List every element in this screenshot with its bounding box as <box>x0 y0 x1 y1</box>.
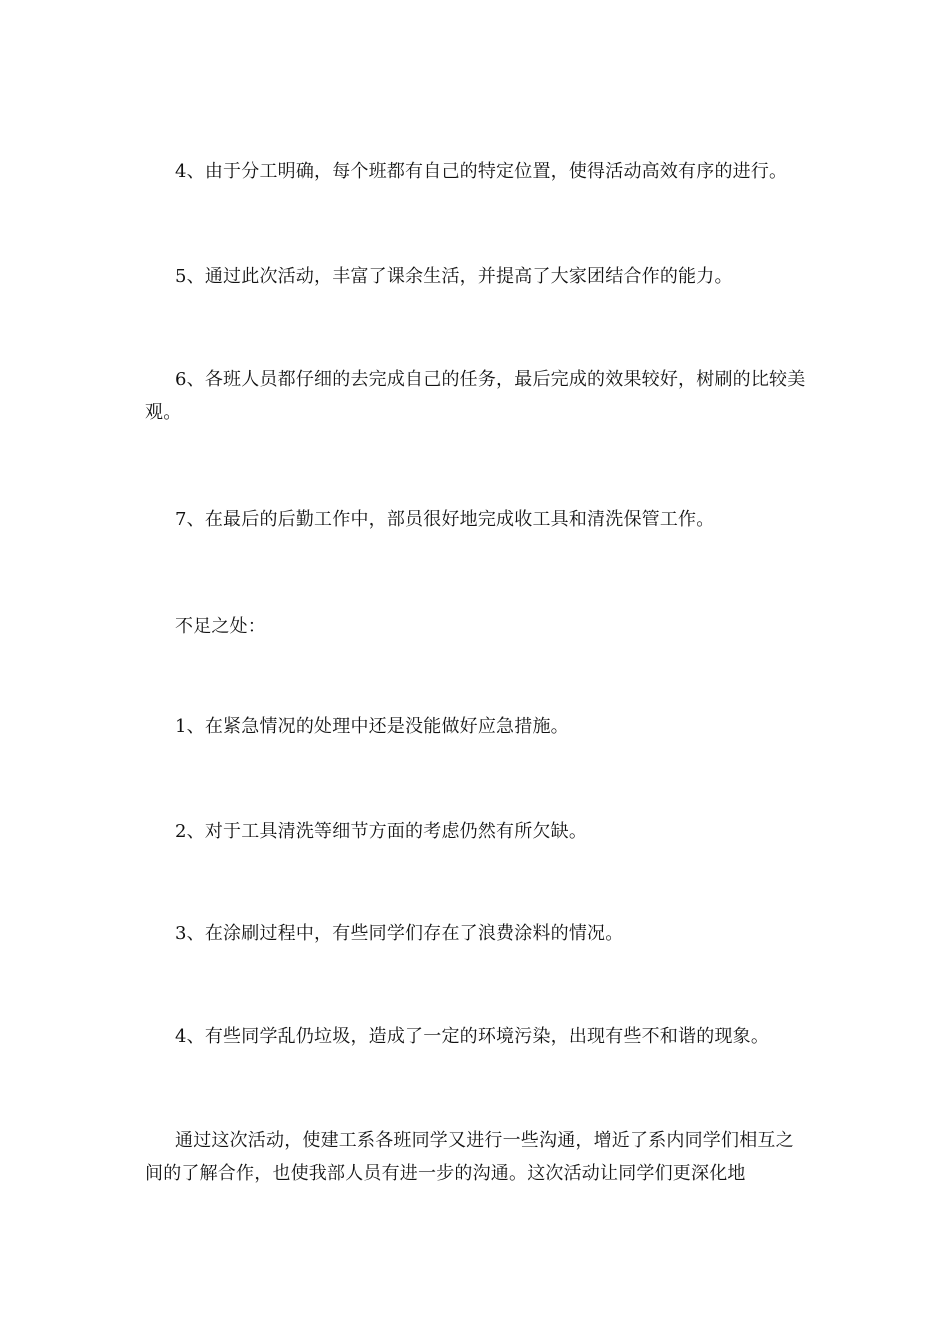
conclusion-paragraph: 通过这次活动，使建工系各班同学又进行一些沟通，增近了系内同学们相互之间的了解合作，也使我部人员有进一步的沟通。这次活动让同学们更深化地 <box>145 1130 794 1184</box>
shortcoming-item-1: 1、在紧急情况的处理中还是没能做好应急措施。 <box>175 716 569 737</box>
paragraph-item-7-logistics: 7、在最后的后勤工作中，部员很好地完成收工具和清洗保管工作。 <box>175 509 715 530</box>
shortcomings-heading: 不足之处： <box>175 616 266 637</box>
paragraph-item-6-task-completion: 6、各班人员都仔细的去完成自己的任务，最后完成的效果较好，树刷的比较美观。 <box>145 369 806 423</box>
shortcoming-item-4: 4、有些同学乱仍垃圾，造成了一定的环境污染，出现有些不和谐的现象。 <box>175 1026 770 1047</box>
shortcoming-item-2: 2、对于工具清洗等细节方面的考虑仍然有所欠缺。 <box>175 821 588 842</box>
shortcoming-item-3: 3、在涂刷过程中，有些同学们存在了浪费涂料的情况。 <box>175 923 624 944</box>
paragraph-item-4-clear-division: 4、由于分工明确，每个班都有自己的特定位置，使得活动高效有序的进行。 <box>175 161 788 182</box>
paragraph-item-5-enriched-life: 5、通过此次活动，丰富了课余生活，并提高了大家团结合作的能力。 <box>175 266 733 287</box>
